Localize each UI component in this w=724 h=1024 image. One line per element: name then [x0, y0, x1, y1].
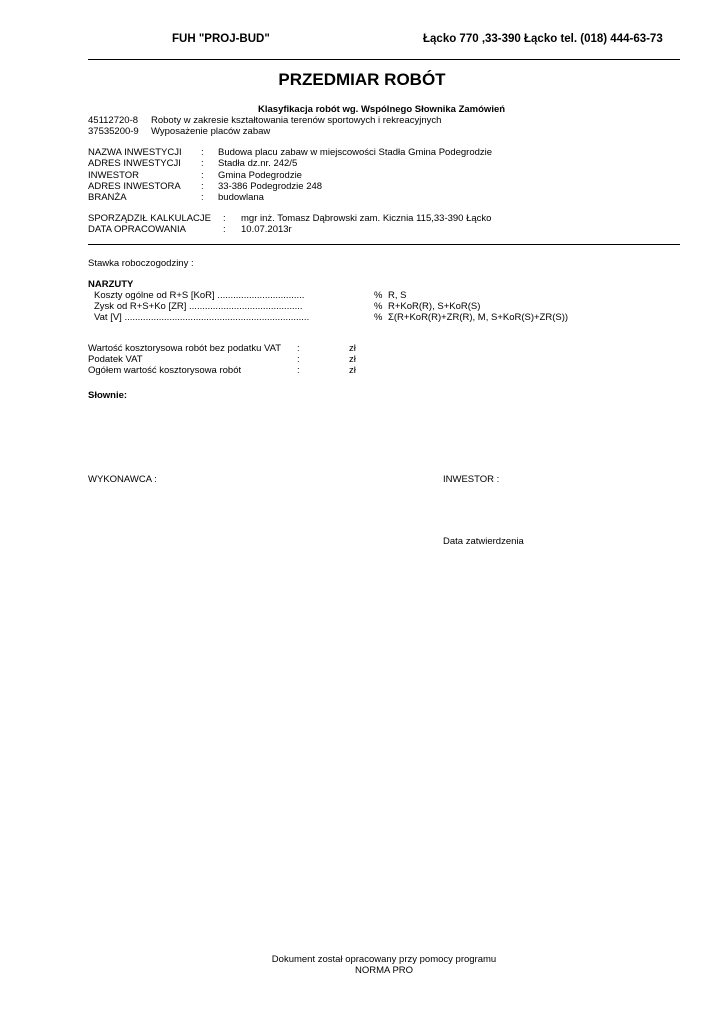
header-divider: [88, 59, 680, 60]
hourly-rate-label: Stawka roboczogodziny :: [88, 258, 194, 269]
classification-code: 45112720-8: [88, 115, 139, 126]
prepared-by-separator: :: [223, 213, 226, 224]
total-unit: zł: [349, 354, 356, 365]
footer-note: Dokument został opracowany przy pomocy programu: [271, 954, 497, 965]
surcharge-unit: %: [374, 290, 383, 301]
surcharge-formula: R+KoR(R), S+KoR(S): [388, 301, 481, 312]
date-value: 10.07.2013r: [241, 224, 292, 235]
total-separator: :: [297, 365, 300, 376]
total-label: Podatek VAT: [88, 354, 143, 365]
contractor-label: WYKONAWCA :: [88, 474, 157, 485]
detail-label: INWESTOR: [88, 170, 140, 181]
date-separator: :: [223, 224, 226, 235]
total-label: Ogółem wartość kosztorysowa robót: [88, 365, 242, 376]
section-divider: [88, 244, 680, 245]
approval-date-label: Data zatwierdzenia: [443, 536, 524, 547]
surcharge-unit: %: [374, 301, 383, 312]
date-label: DATA OPRACOWANIA: [88, 224, 187, 235]
surcharge-formula: Σ(R+KoR(R)+ZR(R), M, S+KoR(S)+ZR(S)): [388, 312, 569, 323]
detail-label: ADRES INWESTYCJI: [88, 158, 181, 169]
surcharge-unit: %: [374, 312, 383, 323]
investment-address: Stadła dz.nr. 242/5: [218, 158, 298, 169]
page-title: PRZEDMIAR ROBÓT: [278, 70, 446, 89]
investment-name: Budowa placu zabaw w miejscowości Stadła Gmina Podegrodzie: [218, 147, 493, 158]
detail-separator: :: [201, 181, 204, 192]
surcharge-label: Koszty ogólne od R+S [KoR] .................................: [94, 290, 305, 301]
industry: budowlana: [218, 192, 264, 203]
classification-title: Klasyfikacja robót wg. Wspólnego Słownika Zamówień: [258, 104, 506, 115]
detail-label: BRANŻA: [88, 192, 127, 203]
total-separator: :: [297, 343, 300, 354]
classification-desc: Wyposażenie placów zabaw: [151, 126, 271, 137]
total-unit: zł: [349, 343, 356, 354]
detail-separator: :: [201, 158, 204, 169]
surcharge-label: Vat [V] ......................................................................: [94, 312, 310, 323]
surcharge-label: Zysk od R+S+Ko [ZR] ...........................................: [94, 301, 303, 312]
total-label: Wartość kosztorysowa robót bez podatku VAT: [88, 343, 282, 354]
surcharges-title: NARZUTY: [88, 279, 134, 290]
detail-separator: :: [201, 192, 204, 203]
detail-separator: :: [201, 147, 204, 158]
total-separator: :: [297, 354, 300, 365]
company-name: FUH "PROJ-BUD": [172, 33, 270, 45]
surcharge-formula: R, S: [388, 290, 407, 301]
footer-program: NORMA PRO: [354, 965, 414, 976]
investor-name: Gmina Podegrodzie: [218, 170, 302, 181]
detail-separator: :: [201, 170, 204, 181]
total-unit: zł: [349, 365, 356, 376]
company-address: Łącko 770 ,33-390 Łącko tel. (018) 444-63-73: [423, 33, 663, 45]
prepared-by-value: mgr inż. Tomasz Dąbrowski zam. Kicznia 115,33-390 Łącko: [241, 213, 492, 224]
detail-label: NAZWA INWESTYCJI: [88, 147, 182, 158]
classification-desc: Roboty w zakresie kształtowania terenów sportowych i rekreacyjnych: [151, 115, 442, 126]
prepared-by-label: SPORZĄDZIŁ KALKULACJE: [88, 213, 212, 224]
investor-label: INWESTOR :: [443, 474, 500, 485]
classification-code: 37535200-9: [88, 126, 139, 137]
detail-label: ADRES INWESTORA: [88, 181, 181, 192]
investor-address: 33-386 Podegrodzie 248: [218, 181, 323, 192]
in-words-label: Słownie:: [88, 390, 128, 401]
